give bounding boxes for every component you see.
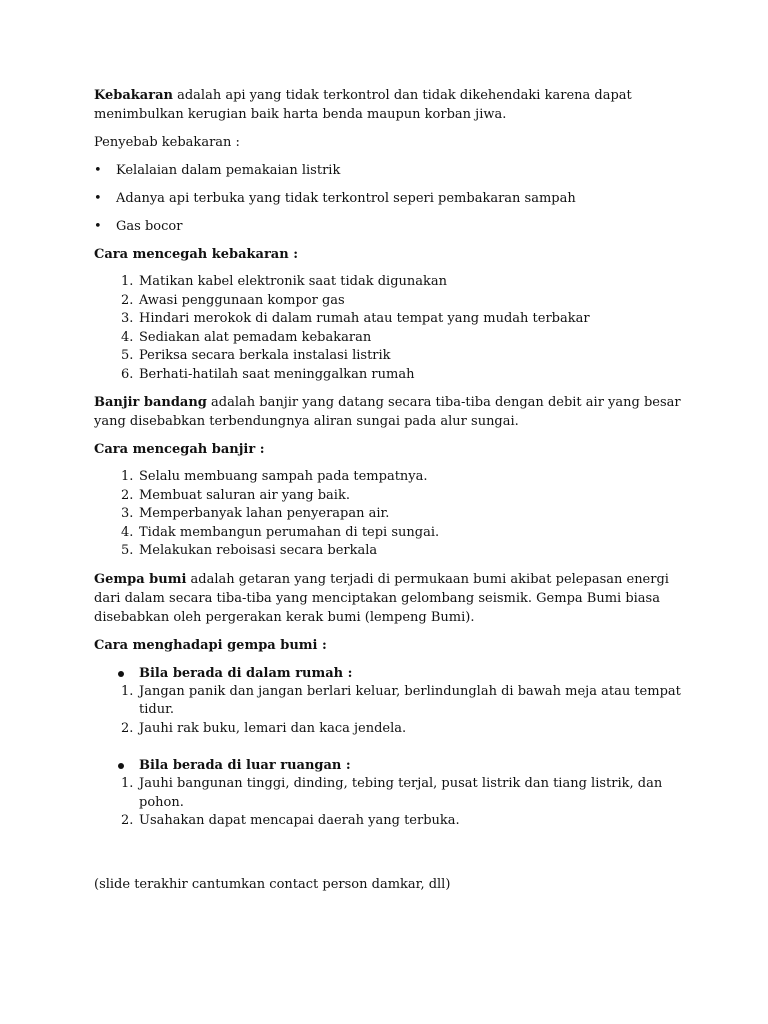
list-number: 3. xyxy=(121,506,134,521)
list-item-text: Jangan panik dan jangan berlari keluar, berlindunglah di bawah meja atau tempat tidur. xyxy=(139,683,681,717)
list-number: 1. xyxy=(121,274,134,289)
list-item-text: Sediakan alat pemadam kebakaran xyxy=(139,329,372,345)
indoor-list xyxy=(94,683,684,739)
list-item xyxy=(94,505,684,524)
list-item xyxy=(94,310,684,329)
list-number: 4. xyxy=(121,329,134,345)
causes-title: Penyebab kebakaran : xyxy=(94,135,240,150)
flood-prevention-list xyxy=(94,468,684,561)
list-number: 2. xyxy=(121,292,134,308)
list-item-text: Berhati-hatilah saat meninggalkan rumah xyxy=(139,366,415,382)
cause-text: Gas bocor xyxy=(116,219,183,234)
cause-item xyxy=(94,217,684,236)
list-item-text: Matikan kabel elektronik saat tidak digunakan xyxy=(139,274,448,289)
list-item-text: Jauhi bangunan tinggi, dinding, tebing terjal, pusat listrik dan tiang listrik, dan pohon. xyxy=(139,776,663,810)
document-page xyxy=(94,86,684,894)
cause-text: Kelalaian dalam pemakaian listrik xyxy=(116,163,341,178)
bullet-symbol: • xyxy=(94,191,102,206)
spacer xyxy=(94,831,684,857)
outdoor-label: Bila berada di luar ruangan : xyxy=(139,758,351,773)
list-item-text: Awasi penggunaan kompor gas xyxy=(139,292,345,308)
list-item xyxy=(94,292,684,311)
list-number: 1. xyxy=(121,776,134,791)
spacer xyxy=(94,857,684,875)
list-item xyxy=(94,542,684,561)
list-number: 5. xyxy=(121,543,134,558)
flood-text: adalah banjir yang datang secara tiba-tiba dengan debit air yang besar yang disebabkan terbendungnya aliran sungai pada alur sungai. xyxy=(94,395,681,429)
list-number: 1. xyxy=(121,469,134,484)
intro-text: adalah api yang tidak terkontrol dan tidak dikehendaki karena dapat menimbulkan kerugian baik harta benda maupun korban jiwa. xyxy=(94,88,632,122)
list-item xyxy=(94,487,684,506)
list-item xyxy=(94,366,684,385)
outdoor-list xyxy=(94,775,684,831)
list-number: 6. xyxy=(121,366,134,382)
list-item-text: Memperbanyak lahan penyerapan air. xyxy=(139,506,390,521)
list-item xyxy=(94,347,684,366)
flood-paragraph xyxy=(94,393,684,431)
list-item xyxy=(94,524,684,543)
list-item xyxy=(94,468,684,487)
fire-prevention-heading: Cara mencegah kebakaran : xyxy=(94,247,298,262)
spacer xyxy=(94,738,684,756)
fire-prevention-list xyxy=(94,273,684,384)
list-number: 5. xyxy=(121,348,134,363)
cause-text: Adanya api terbuka yang tidak terkontrol seperi pembakaran sampah xyxy=(116,191,576,206)
footer-note: (slide terakhir cantumkan contact person damkar, dll) xyxy=(94,876,451,892)
intro-term: Kebakaran xyxy=(94,88,173,103)
list-item-text: Periksa secara berkala instalasi listrik xyxy=(139,348,391,363)
bullet-symbol: • xyxy=(94,163,102,178)
earthquake-response-heading: Cara menghadapi gempa bumi : xyxy=(94,637,327,653)
list-item-text: Membuat saluran air yang baik. xyxy=(139,487,350,503)
indoor-label: Bila berada di dalam rumah : xyxy=(139,665,353,681)
bullet-dot-icon xyxy=(94,756,139,775)
earthquake-term: Gempa bumi xyxy=(94,571,187,587)
list-item xyxy=(94,812,684,831)
list-item-text: Melakukan reboisasi secara berkala xyxy=(139,543,378,558)
outdoor-subheading xyxy=(94,756,684,775)
list-item xyxy=(94,775,684,812)
cause-item xyxy=(94,161,684,180)
list-item-text: Hindari merokok di dalam rumah atau tempat yang mudah terbakar xyxy=(139,311,590,326)
earthquake-paragraph xyxy=(94,570,684,627)
list-item-text: Jauhi rak buku, lemari dan kaca jendela. xyxy=(139,720,407,736)
list-item-text: Usahakan dapat mencapai daerah yang terbuka. xyxy=(139,813,460,828)
bullet-symbol: • xyxy=(94,219,102,234)
cause-item xyxy=(94,189,684,208)
list-number: 1. xyxy=(121,683,134,699)
list-item xyxy=(94,720,684,739)
bullet-dot-icon xyxy=(94,664,139,683)
list-number: 2. xyxy=(121,487,134,503)
list-item xyxy=(94,273,684,292)
list-number: 3. xyxy=(121,311,134,326)
indoor-subheading xyxy=(94,664,684,683)
list-number: 4. xyxy=(121,524,134,540)
flood-term: Banjir bandang xyxy=(94,395,207,410)
earthquake-text: adalah getaran yang terjadi di permukaan bumi akibat pelepasan energi dari dalam secara tiba-tiba yang menciptakan gelombang seismik. Gempa Bumi biasa disebabkan oleh pergerakan kerak bumi (lempeng Bumi). xyxy=(94,571,669,625)
list-item xyxy=(94,329,684,348)
list-item-text: Tidak membangun perumahan di tepi sungai. xyxy=(139,524,440,540)
list-item-text: Selalu membuang sampah pada tempatnya. xyxy=(139,469,428,484)
flood-prevention-heading: Cara mencegah banjir : xyxy=(94,442,265,457)
intro-paragraph xyxy=(94,86,684,124)
list-number: 2. xyxy=(121,813,134,828)
list-number: 2. xyxy=(121,720,134,736)
list-item xyxy=(94,683,684,720)
